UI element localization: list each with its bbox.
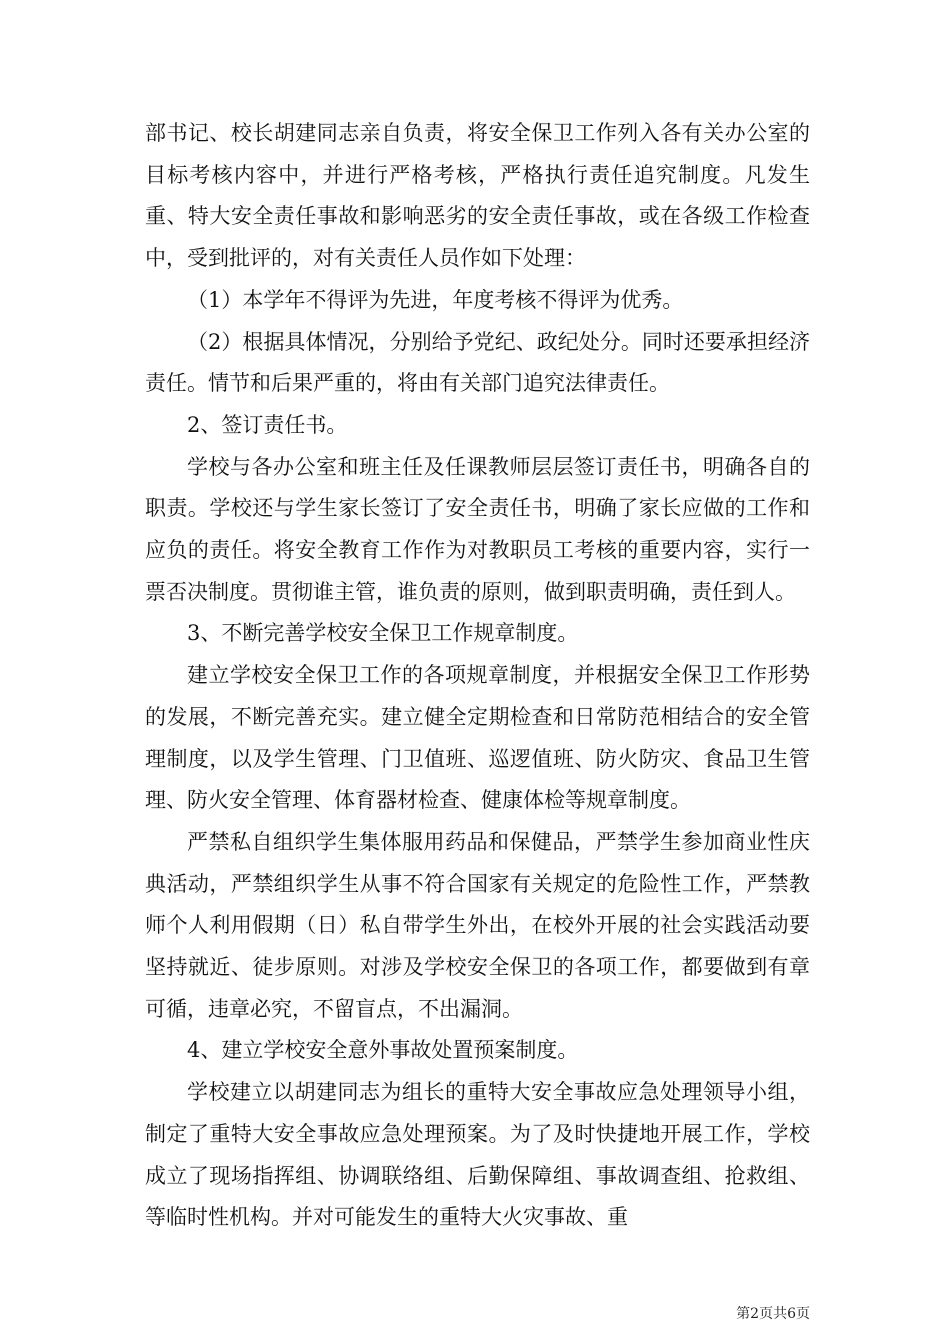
paragraph-prohibitions: 严禁私自组织学生集体服用药品和保健品，严禁学生参加商业性庆典活动，严禁组织学生从事不符合国家有关规定的危险性工作，严禁教师个人利用假期（日）私自带学生外出，在校外开展的社会实践活动要坚持就近、徒步原则。对涉及学校安全保卫的各项工作，都要做到有章可循，违章必究，不留盲点，不出漏洞。: [145, 829, 810, 1021]
paragraph-item-1: （1）本学年不得评为先进，年度考核不得评为优秀。: [187, 287, 684, 312]
section-heading-4: 4、建立学校安全意外事故处置预案制度。: [187, 1038, 579, 1063]
page-number-footer: 第2页共6页: [736, 1306, 810, 1322]
paragraph-item-2: （2）根据具体情况，分别给予党纪、政纪处分。同时还要承担经济责任。情节和后果严重的，将由有关部门追究法律责任。: [145, 329, 810, 396]
paragraph-responsibility: 学校与各办公室和班主任及任课教师层层签订责任书，明确各自的职责。学校还与学生家长签订了安全责任书，明确了家长应做的工作和应负的责任。将安全教育工作作为对教职员工考核的重要内容，实行一票否决制度。贯彻谁主管，谁负责的原则，做到职责明确，责任到人。: [145, 454, 810, 604]
paragraph-continuation: 部书记、校长胡建同志亲自负责，将安全保卫工作列入各有关办公室的目标考核内容中，并进行严格考核，严格执行责任追究制度。凡发生重、特大安全责任事故和影响恶劣的安全责任事故，或在各级工作检查中，受到批评的，对有关责任人员作如下处理：: [145, 121, 810, 271]
section-heading-3: 3、不断完善学校安全保卫工作规章制度。: [187, 621, 579, 646]
paragraph-emergency-plan: 学校建立以胡建同志为组长的重特大安全事故应急处理领导小组，制定了重特大安全事故应急处理预案。为了及时快捷地开展工作，学校成立了现场指挥组、协调联络组、后勤保障组、事故调查组、抢救组、等临时性机构。并对可能发生的重特大火灾事故、重: [145, 1080, 810, 1230]
paragraph-regulations: 建立学校安全保卫工作的各项规章制度，并根据安全保卫工作形势的发展，不断完善充实。建立健全定期检查和日常防范相结合的安全管理制度，以及学生管理、门卫值班、巡逻值班、防火防灾、食品卫生管理、防火安全管理、体育器材检查、健康体检等规章制度。: [145, 663, 810, 813]
section-heading-2: 2、签订责任书。: [187, 412, 348, 437]
document-body: [145, 113, 810, 1239]
